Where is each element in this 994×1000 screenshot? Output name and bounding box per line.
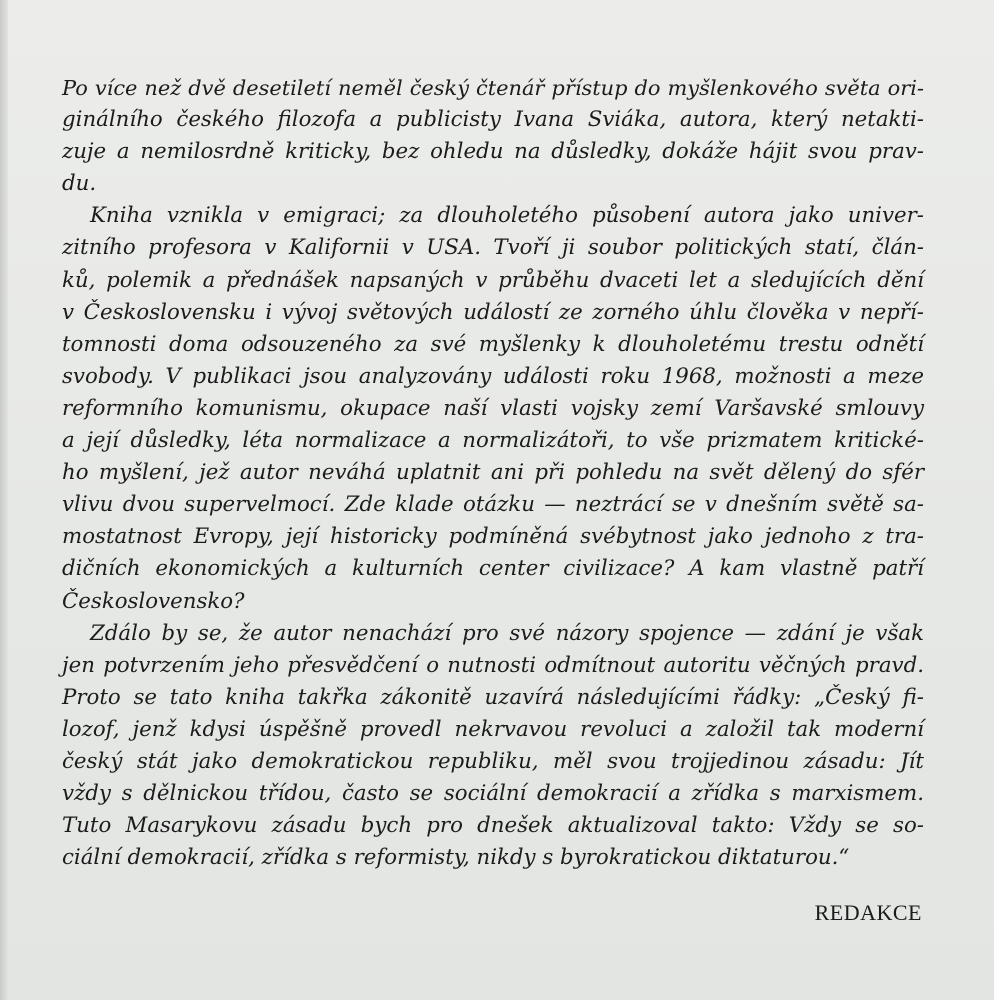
- text-line: du.: [62, 171, 97, 197]
- paragraph-1: [62, 72, 924, 200]
- text-line: ků, polemik a přednášek napsaných v průběhu dvaceti let a sledujících dění: [62, 267, 924, 293]
- text-line: v Československu i vývoj světových událostí ze zorného úhlu člověka v nepří-: [62, 299, 924, 325]
- text-line: zuje a nemilosrdně kriticky, bez ohledu na důsledky, dokáže hájit svou prav-: [62, 139, 924, 165]
- text-line: ciální demokracií, zřídka s reformisty, nikdy s byrokratickou diktaturou.“: [62, 845, 850, 871]
- text-line: Československo?: [62, 588, 245, 614]
- text-line: dičních ekonomických a kulturních center civilizace? A kam vlastně patří: [62, 556, 924, 582]
- paragraph-2: [62, 200, 924, 617]
- paragraph-3: [62, 618, 924, 875]
- blurb-text: [62, 72, 924, 874]
- text-line: vlivu dvou supervelmocí. Zde klade otázku — neztrácí se v dnešním světě sa-: [62, 492, 924, 518]
- signature-redakce: REDAKCE: [814, 900, 922, 925]
- text-line: vždy s dělnickou třídou, často se sociální demokracií a zřídka s marxismem.: [62, 781, 924, 807]
- text-line: svobody. V publikaci jsou analyzovány události roku 1968, možnosti a meze: [62, 363, 924, 389]
- text-line: Zdálo by se, že autor nenachází pro své názory spojence — zdání je však: [90, 620, 924, 646]
- page-edge-shadow: [0, 0, 8, 1000]
- text-line: Kniha vznikla v emigraci; za dlouholetého působení autora jako univer-: [90, 203, 924, 229]
- text-line: Tuto Masarykovu zásadu bych pro dnešek aktualizoval takto: Vždy se so-: [62, 813, 924, 839]
- text-line: Proto se tato kniha takřka zákonitě uzavírá následujícími řádky: „Český fi-: [62, 684, 924, 710]
- text-line: ho myšlení, jež autor neváhá uplatnit ani při pohledu na svět dělený do sfér: [62, 460, 924, 486]
- text-line: český stát jako demokratickou republiku, měl svou trojjedinou zásadu: Jít: [62, 748, 924, 774]
- text-line: reformního komunismu, okupace naší vlasti vojsky zemí Varšavské smlouvy: [62, 395, 924, 421]
- text-line: jen potvrzením jeho přesvědčení o nutnosti odmítnout autoritu věčných pravd.: [62, 652, 924, 678]
- text-line: zitního profesora v Kalifornii v USA. Tvoří ji soubor politických statí, člán-: [62, 235, 924, 261]
- text-line: Po více než dvě desetiletí neměl český čtenář přístup do myšlenkového světa ori-: [62, 76, 924, 100]
- text-line: lozof, jenž kdysi úspěšně provedl nekrvavou revoluci a založil tak moderní: [62, 716, 924, 742]
- text-line: tomnosti doma odsouzeného za své myšlenky k dlouholetému trestu odnětí: [62, 331, 924, 357]
- text-line: a její důsledky, léta normalizace a normalizátoři, to vše prizmatem kritické-: [62, 428, 924, 454]
- text-line: mostatnost Evropy, její historicky podmíněná svébytnost jako jednoho z tra-: [62, 524, 924, 550]
- text-line: ginálního českého filozofa a publicisty Ivana Sviáka, autora, který netakti-: [62, 107, 924, 133]
